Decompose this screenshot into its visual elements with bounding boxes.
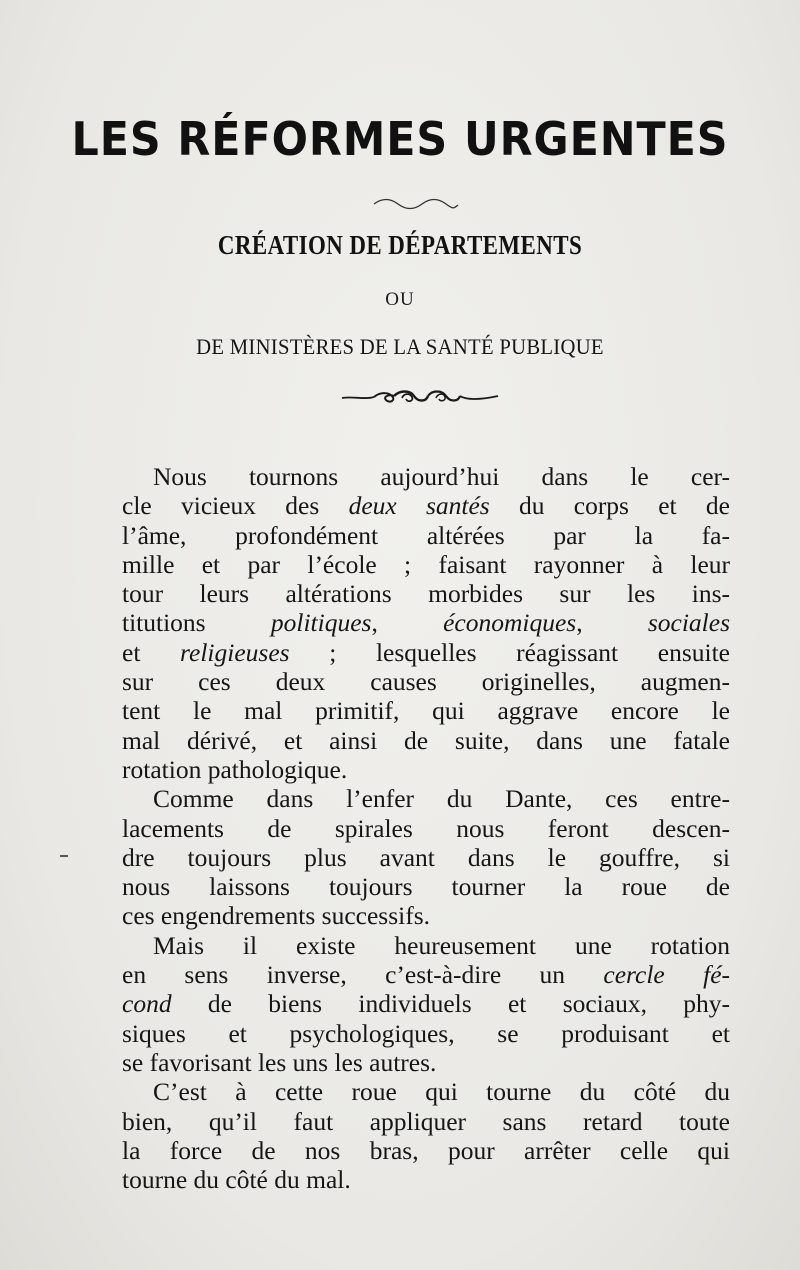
emphasis: religieuses [180, 637, 290, 667]
line [122, 608, 730, 637]
connector-word: OU [385, 289, 415, 310]
line: tourne du côté du mal. [122, 1165, 351, 1195]
line: tent le mal primitif, qui aggrave encore le [122, 696, 730, 726]
section-subheading: DE MINISTÈRES DE LA SANTÉ PUBLIQUE [196, 334, 604, 359]
line: mal dérivé, et ainsi de suite, dans une fatale [122, 725, 730, 755]
text-run: du corps et de [489, 491, 730, 521]
small-tilde-ornament [370, 196, 460, 210]
line: mille et par l’école ; faisant rayonner à leur [122, 549, 730, 579]
section-heading: CRÉATION DE DÉPARTEMENTS [217, 230, 583, 260]
margin-mark [60, 855, 68, 857]
line [122, 491, 730, 520]
line: l’âme, profondément altérées par la fa- [122, 520, 730, 550]
paragraph-3 [122, 931, 730, 1077]
line: sur ces deux causes originelles, augmen- [122, 667, 730, 697]
line: bien, qu’il faut appliquer sans retard toute [122, 1106, 730, 1136]
page-title: LES RÉFORMES URGENTES [71, 112, 729, 166]
line: la force de nos bras, pour arrêter celle qui [122, 1135, 730, 1165]
text-run: en sens inverse, c’est-à-dire un [122, 960, 604, 990]
line: lacements de spirales nous feront descen- [122, 813, 730, 843]
emphasis: économiques [443, 608, 577, 638]
line: se favorisant les uns les autres. [122, 1047, 437, 1077]
paragraph-4 [122, 1077, 730, 1194]
text-run: cle vicieux des [122, 491, 349, 521]
text-run: et [122, 637, 181, 667]
body-text [122, 462, 730, 1194]
line [122, 989, 730, 1018]
line: Comme dans l’enfer du Dante, ces entre- [153, 784, 730, 814]
line: nous laissons toujours tourner la roue de [122, 872, 730, 902]
line: siques et psychologiques, se produisant et [122, 1018, 730, 1048]
emphasis: cond [122, 989, 172, 1019]
line: rotation pathologique. [122, 754, 348, 784]
emphasis: deux santés [348, 491, 490, 521]
emphasis: cercle fé- [603, 960, 730, 990]
flourish-ornament [340, 382, 500, 410]
text-run: ; lesquelles réagissant ensuite [289, 637, 730, 667]
emphasis: politiques [270, 608, 372, 638]
text-run: de biens individuels et sociaux, phy- [171, 989, 730, 1019]
line [122, 638, 730, 667]
line: tour leurs altérations morbides sur les ins- [122, 579, 730, 609]
emphasis: sociales [647, 608, 730, 638]
line: Nous tournons aujourd’hui dans le cer- [153, 462, 730, 491]
line: Mais il existe heureusement une rotation [153, 930, 730, 960]
line: ces engendrements successifs. [122, 901, 431, 931]
line: C’est à cette roue qui tourne du côté du [153, 1077, 730, 1107]
line: dre toujours plus avant dans le gouffre, si [122, 842, 730, 872]
paragraph-1 [122, 462, 730, 784]
text-run: titutions [122, 608, 271, 638]
paragraph-2 [122, 784, 730, 930]
text-run: , [371, 608, 444, 638]
text-run: , [576, 608, 648, 638]
line [122, 960, 730, 989]
